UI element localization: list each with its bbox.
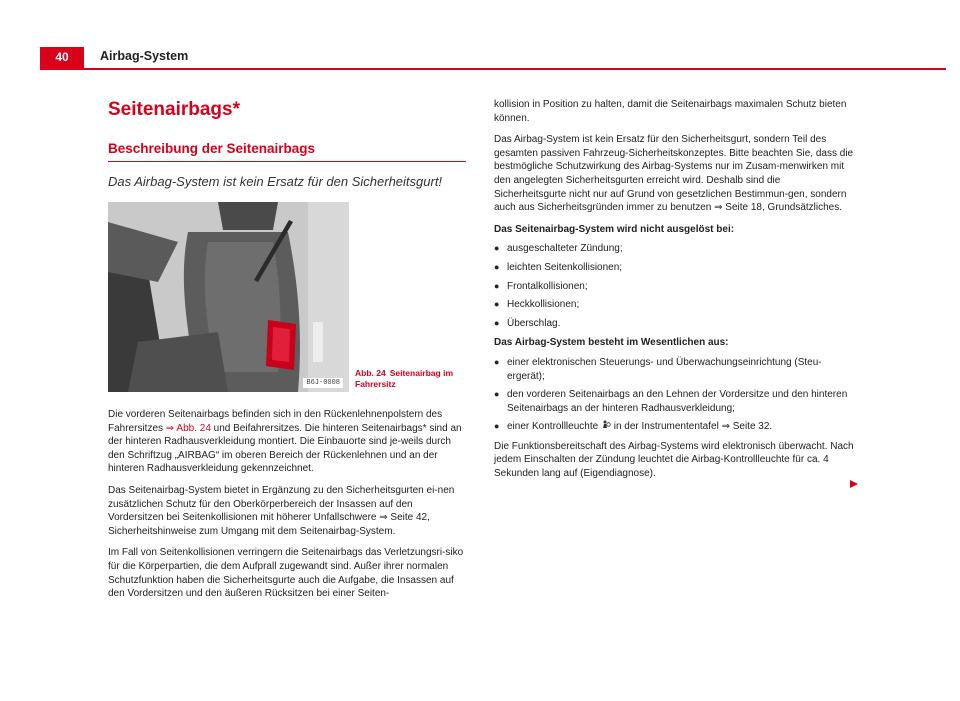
bullet: ●: [494, 299, 500, 310]
bullet: ●: [494, 389, 500, 400]
list-item: [494, 242, 854, 256]
text-run: Die vorderen Seitenairbags befinden sich in den Rückenlehnenpolstern des Fahrersitzes: [108, 409, 443, 434]
paragraph: Die Funktionsbereitschaft des Airbag-Systems wird elektronisch überwacht. Nach jedem Einschalten der Zündung leuchtet die Airbag-Kontrollleuchte für ca. 4 Sekunden lang auf (Eigendiagnose).: [494, 440, 854, 480]
paragraph: kollision in Position zu halten, damit die Seitenairbags maximalen Schutz bieten können.: [494, 99, 847, 124]
list-item-text: in der Instrumententafel ⇒ Seite 32.: [610, 421, 773, 433]
list-item: [494, 356, 854, 383]
page-number: 40: [40, 47, 84, 68]
list-item: [494, 261, 854, 275]
list-item-text: leichten Seitenkollisionen;: [507, 261, 623, 273]
paragraph: Im Fall von Seitenkollisionen verringern die Seitenairbags das Verletzungsri-siko für die Körperpartien, die dem Aufprall zugewandt sind. Außer ihrer normalen Schutzfunktion haben die Sicherheitsgurte auch die Aufgabe, die Insassen auf den Vordersitzen und den äußeren Rücksitzen bei einer Seiten-: [108, 547, 464, 600]
list-item: [494, 317, 854, 331]
figure: [108, 202, 466, 392]
right-column: [494, 98, 854, 489]
list-heading: Das Seitenairbag-System wird nicht ausgelöst bei:: [494, 223, 735, 235]
list-heading: Das Airbag-System besteht im Wesentlichen aus:: [494, 337, 729, 349]
list-item: [494, 298, 854, 312]
section-heading: Beschreibung der Seitenairbags: [108, 140, 466, 162]
page-title: Seitenairbags*: [108, 99, 240, 120]
list-item-text: einer elektronischen Steuerungs- und Überwachungseinrichtung (Steu-ergerät);: [507, 356, 822, 382]
bullet: ●: [494, 280, 500, 291]
not-triggered-list: [494, 242, 854, 330]
paragraph: Das Seitenairbag-System bietet in Ergänzung zu den Sicherheitsgurten ei-nen zusätzlichen Schutz für den Oberkörperbereich der Insassen auf den Vordersitzen bei Seitenkollisionen mit höherer Unfallschwere ⇒ Seite 42, Sicherheitshinweise zum Umgang mit dem Seitenairbag-System.: [108, 484, 455, 537]
running-head: Airbag-System: [100, 49, 189, 63]
continue-arrow-icon: [849, 479, 859, 489]
bullet: ●: [494, 356, 500, 367]
bullet: ●: [494, 243, 500, 254]
figure-label: Abb. 24: [355, 368, 386, 378]
list-item-text: Überschlag.: [507, 317, 561, 329]
list-item: [494, 280, 854, 294]
list-item-text: einer Kontrollleuchte: [507, 421, 601, 433]
image-code: B6J-0008: [303, 378, 343, 388]
components-list: [494, 356, 854, 434]
page-header: [40, 47, 946, 70]
list-item: [494, 420, 854, 434]
figure-caption: [355, 368, 467, 390]
figure-link[interactable]: ⇒ Abb. 24: [165, 422, 211, 434]
slogan: Das Airbag-System ist kein Ersatz für den Sicherheitsgurt!: [108, 174, 443, 189]
paragraph: [108, 408, 466, 476]
paragraph: Das Airbag-System ist kein Ersatz für den Sicherheitsgurt, sondern Teil des gesamten passiven Fahrzeug-Sicherheitskonzeptes. Bitte beachten Sie, dass die bestmögliche Schutzwirkung des Airbag-Systems nur im Zusam-menwirken mit den angelegten Sicherheitsgurten erreicht wird. Deshalb sind die Sicherheitsgurte nicht nur auf Grund von gesetzlichen Bestimmun-gen, sondern auch aus Sicherheitsgründen immer zu benutzen ⇒ Seite 18, Grundsätzliches.: [494, 134, 854, 214]
list-item-text: ausgeschalteter Zündung;: [507, 243, 623, 255]
text-run: und Beifahrersitzes. Die hinteren Seitenairbags* sind an der hinteren Radhausverkleidung montiert. Die Einbauorte sind je-weils durch den Schriftzug „AIRBAG“ im oberen Bereich der Rückenlehnen und an der hinteren Radhausverkleidung gekennzeichnet.: [108, 422, 462, 475]
list-item-text: den vorderen Seitenairbags an den Lehnen der Vordersitze und den hinteren Seitenairbags an der hinteren Radhausverkleidung;: [507, 389, 848, 414]
bullet: ●: [494, 317, 500, 328]
list-item-text: Heckkollisionen;: [507, 299, 580, 311]
airbag-warning-icon: [601, 420, 611, 430]
figure-caption-text: Seitenairbag im Fahrersitz: [355, 368, 454, 389]
bullet: ●: [494, 421, 500, 432]
list-item: [494, 388, 854, 415]
left-column: [108, 98, 466, 609]
bullet: ●: [494, 261, 500, 272]
list-item-text: Frontalkollisionen;: [507, 280, 588, 292]
seat-airbag-photo: [108, 202, 349, 392]
